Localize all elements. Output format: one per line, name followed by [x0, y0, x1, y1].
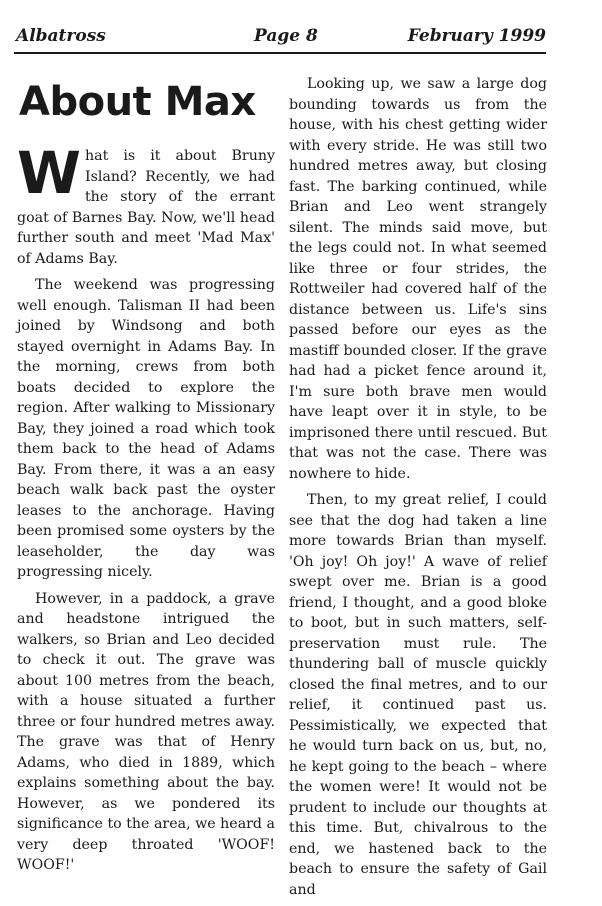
paragraph: Looking up, we saw a large dog bounding towards us from the house, with his chest getting wider with every stride. He was still two hundred metres away, but closing fast. The barking continued, while Brian and Leo went strangely silent. The minds said move, but the legs could not. In what seemed like three or four strides, the Rottweiler had covered half of the distance between us. Life's sins passed before our eyes as the mastiff bounded closer. If the grave had had a picket fence around it, I'm sure both brave men would have leapt over it in style, to be imprisoned there until rescued. But that was not the case. There was nowhere to hide.: [289, 76, 547, 482]
left-column: [17, 70, 275, 882]
page-number: Page 8: [254, 26, 318, 46]
paragraph: [17, 139, 275, 269]
page-header: [16, 26, 546, 52]
paragraph: However, in a paddock, a grave and headstone intrigued the walkers, so Brian and Leo decided to check it out. The grave was about 100 metres from the beach, with a house situated a further three or four hundred metres away. The grave was that of Henry Adams, who died in 1889, which explains something about the bay. However, as we pondered its significance to the area, we heard a very deep throated 'WOOF! WOOF!': [17, 590, 275, 873]
right-column: [289, 74, 547, 906]
publication-name: Albatross: [16, 26, 106, 46]
header-divider: [14, 52, 546, 54]
paragraph: Then, to my great relief, I could see that the dog had taken a line more towards Brian than myself. 'Oh joy! Oh joy!' A wave of relief swept over me. Brian is a good friend, I thought, and a good bloke to boot, but in such matters, self-preservation must rule. The thundering ball of muscle quickly closed the final metres, and to our relief, it continued past us. Pessimistically, we expected that he would turn back on us, but, no, he kept going to the beach – where the women were! It would not be prudent to include our thoughts at this time. But, chivalrous to the end, we hastened back to the beach to ensure the safety of Gail and: [289, 492, 547, 898]
article-title: About Max: [19, 79, 256, 125]
issue-date: February 1999: [407, 26, 546, 46]
paragraph-text: hat is it about Bruny Island? Recently, we had the story of the errant goat of Barnes Bay. Now, we'll head further south and meet 'Mad Max' of Adams Bay.: [17, 148, 275, 267]
paragraph: The weekend was progressing well enough. Talisman II had been joined by Windsong and both stayed overnight in Adams Bay. In the morning, crews from both boats decided to explore the region. After walking to Missionary Bay, they joined a road which took them back to the head of Adams Bay. From there, it was a an easy beach walk back past the oyster leases to the anchorage. Having been promised some oysters by the leaseholder, the day was progressing nicely.: [17, 277, 275, 580]
drop-cap: W: [17, 139, 81, 207]
